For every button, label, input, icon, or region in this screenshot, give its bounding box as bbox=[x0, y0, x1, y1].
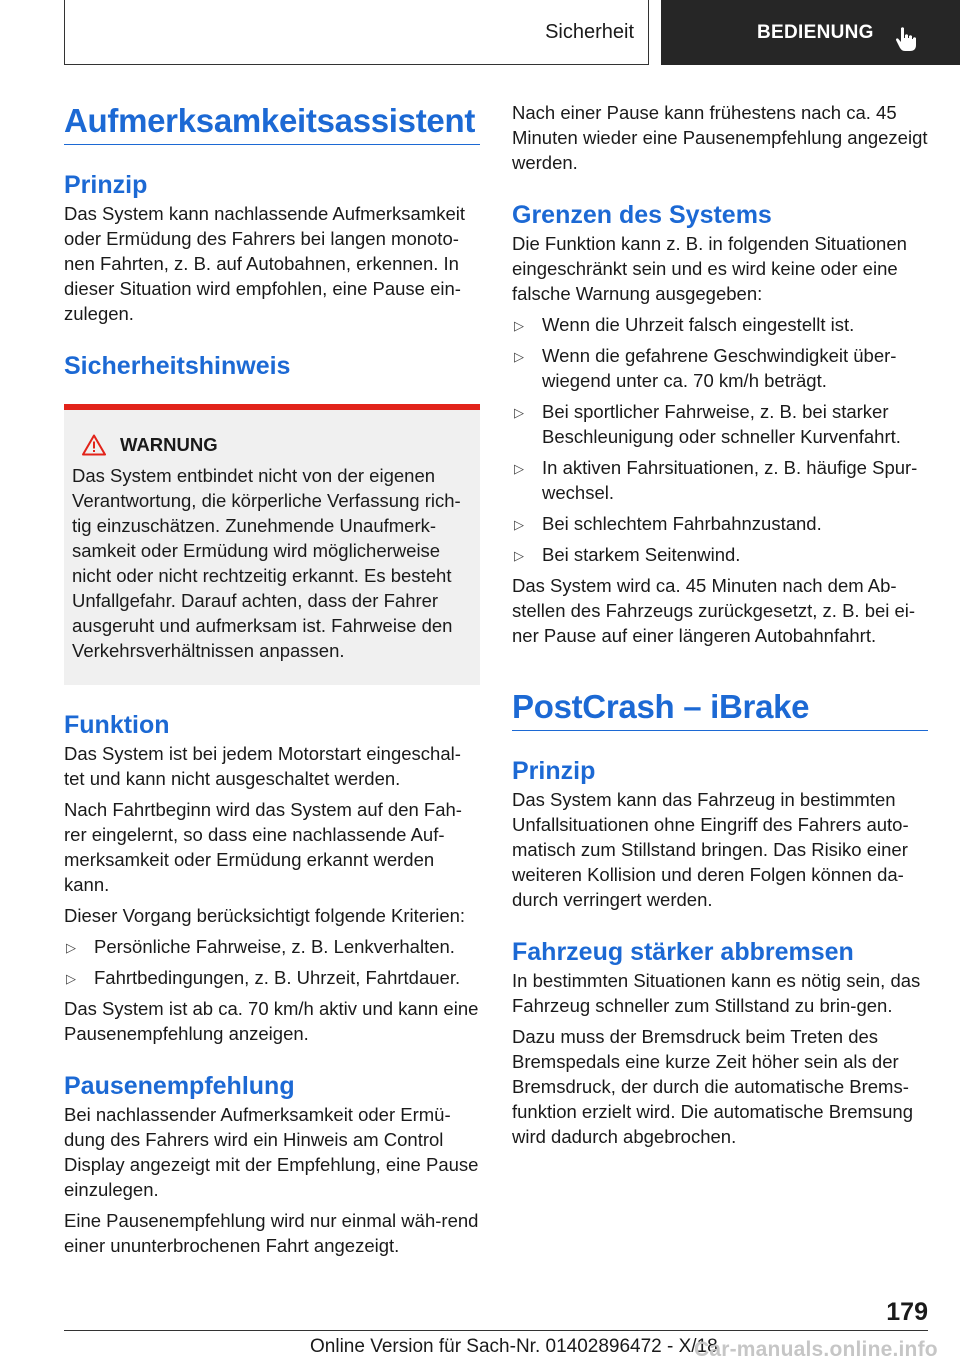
bullet-triangle-icon: ▷ bbox=[66, 971, 76, 986]
brems-text-2: Dazu muss der Bremsdruck beim Treten des Bremspedals eine kurze Zeit höher sein als der Bremsdruck, der durch die automatische Brems-funktion erzielt wird. Die automatische Bremsung wird dadurch abgebrochen. bbox=[512, 1026, 914, 1147]
bullet-triangle-icon: ▷ bbox=[514, 405, 524, 420]
funktion-text-2: Nach Fahrtbeginn wird das System auf den Fah-rer eingelernt, so dass eine nachlassende Auf-merksamkeit oder Ermüdung erkannt werden kann. bbox=[64, 799, 462, 895]
list-item-text: Wenn die gefahrene Geschwindigkeit über-wiegend unter ca. 70 km/h beträgt. bbox=[542, 345, 897, 391]
grenzen-intro: Die Funktion kann z. B. in folgenden Situationen eingeschränkt sein und es wird keine oder eine falsche Warnung ausgegeben: bbox=[512, 233, 907, 304]
list-item bbox=[64, 934, 480, 959]
pause-text-3: Nach einer Pause kann frühestens nach ca. 45 Minuten wieder eine Pausenempfehlung angezeigt werden. bbox=[512, 102, 928, 173]
prinzip-text: Das System kann nachlassende Aufmerksamkeit oder Ermüdung des Fahrers bei langen monoto-nen Fahrten, z. B. auf Autobahnen, erkennen. In dieser Situation wird empfohlen, eine Pause ein-zulegen. bbox=[64, 203, 466, 324]
page-title-aufmerksamkeitsassistent: Aufmerksamkeitsassistent bbox=[64, 102, 476, 139]
list-item-text: Bei starkem Seitenwind. bbox=[542, 544, 741, 565]
heading-sicherheitshinweis: Sicherheitshinweis bbox=[64, 352, 291, 380]
right-column bbox=[512, 100, 928, 1149]
warning-text: Das System entbindet nicht von der eigenen Verantwortung, die körperliche Verfassung rich-tig einzuschätzen. Zunehmende Unaufmerk-samkeit oder Ermüdung wird möglicherweise nicht oder nicht rechtzeitig erkannt. Es besteht Unfallgefahr. Darauf achten, dass der Fahrer ausgeruht und aufmerksam ist. Fahrweise den Verkehrsverhältnissen anpassen. bbox=[72, 465, 461, 661]
warning-label: WARNUNG bbox=[120, 434, 218, 455]
bullet-triangle-icon: ▷ bbox=[514, 318, 524, 333]
list-item bbox=[512, 455, 928, 505]
warning-title bbox=[72, 432, 472, 457]
heading-grenzen: Grenzen des Systems bbox=[512, 201, 772, 229]
hand-pointer-icon bbox=[895, 26, 917, 52]
bullet-triangle-icon: ▷ bbox=[514, 517, 524, 532]
section-tab-label: Sicherheit bbox=[545, 20, 634, 43]
kriterien-list bbox=[64, 934, 480, 990]
bullet-triangle-icon: ▷ bbox=[514, 349, 524, 364]
bullet-triangle-icon: ▷ bbox=[514, 548, 524, 563]
list-item-text: In aktiven Fahrsituationen, z. B. häufige Spur-wechsel. bbox=[542, 457, 918, 503]
brems-text-1: In bestimmten Situationen kann es nötig sein, das Fahrzeug schneller zum Stillstand zu brin-gen. bbox=[512, 970, 921, 1016]
funktion-text-3: Dieser Vorgang berücksichtigt folgende Kriterien: bbox=[64, 905, 466, 926]
warning-triangle-icon bbox=[82, 434, 106, 456]
bullet-triangle-icon: ▷ bbox=[66, 940, 76, 955]
heading-prinzip-2: Prinzip bbox=[512, 757, 596, 785]
list-item bbox=[512, 399, 928, 449]
heading-prinzip: Prinzip bbox=[64, 171, 148, 199]
list-item-text: Bei schlechtem Fahrbahnzustand. bbox=[542, 513, 822, 534]
warning-box bbox=[64, 404, 480, 685]
left-column bbox=[64, 100, 480, 1258]
list-item-text: Fahrtbedingungen, z. B. Uhrzeit, Fahrtdauer. bbox=[94, 967, 461, 988]
watermark: Car-manuals.online.info bbox=[694, 1338, 938, 1361]
heading-pausenempfehlung: Pausenempfehlung bbox=[64, 1072, 295, 1100]
chapter-tab-label: BEDIENUNG bbox=[757, 21, 874, 43]
section-tab-sicherheit[interactable] bbox=[64, 0, 649, 65]
footer-rule bbox=[64, 1330, 928, 1331]
page-title-postcrash: PostCrash – iBrake bbox=[512, 688, 810, 725]
title-rule bbox=[64, 144, 480, 145]
online-version-text: Online Version für Sach-Nr. 01402896472 - X/18 bbox=[310, 1336, 718, 1357]
list-item bbox=[64, 965, 480, 990]
title-rule bbox=[512, 730, 928, 731]
grenzen-list bbox=[512, 312, 928, 567]
pause-text-1: Bei nachlassender Aufmerksamkeit oder Ermü-dung des Fahrers wird ein Hinweis am Control Display angezeigt mit der Empfehlung, eine Pause einzulegen. bbox=[64, 1104, 479, 1200]
list-item bbox=[512, 511, 928, 536]
funktion-text-1: Das System ist bei jedem Motorstart eingeschal-tet und kann nicht ausgeschaltet werden. bbox=[64, 743, 461, 789]
list-item bbox=[512, 343, 928, 393]
page-number: 179 bbox=[886, 1298, 928, 1326]
page-header bbox=[0, 0, 960, 66]
funktion-text-4: Das System ist ab ca. 70 km/h aktiv und kann eine Pausenempfehlung anzeigen. bbox=[64, 998, 479, 1044]
heading-abbremsen: Fahrzeug stärker abbremsen bbox=[512, 938, 854, 966]
prinzip2-text: Das System kann das Fahrzeug in bestimmten Unfallsituationen ohne Eingriff des Fahrers auto-matisch zum Stillstand bringen. Das Risiko einer weiteren Kollision und deren Folgen können da-durch verringert werden. bbox=[512, 789, 909, 910]
bullet-triangle-icon: ▷ bbox=[514, 461, 524, 476]
grenzen-outro: Das System wird ca. 45 Minuten nach dem Ab-stellen des Fahrzeugs zurückgesetzt, z. B. bei ei-ner Pause auf einer längeren Autobahnfahrt. bbox=[512, 575, 916, 646]
list-item bbox=[512, 312, 928, 337]
pause-text-2: Eine Pausenempfehlung wird nur einmal wäh-rend einer ununterbrochenen Fahrt angezeigt. bbox=[64, 1210, 479, 1256]
list-item-text: Bei sportlicher Fahrweise, z. B. bei starker Beschleunigung oder schneller Kurvenfahrt. bbox=[542, 401, 901, 447]
list-item-text: Wenn die Uhrzeit falsch eingestellt ist. bbox=[542, 314, 855, 335]
heading-funktion: Funktion bbox=[64, 711, 170, 739]
list-item bbox=[512, 542, 928, 567]
list-item-text: Persönliche Fahrweise, z. B. Lenkverhalten. bbox=[94, 936, 455, 957]
